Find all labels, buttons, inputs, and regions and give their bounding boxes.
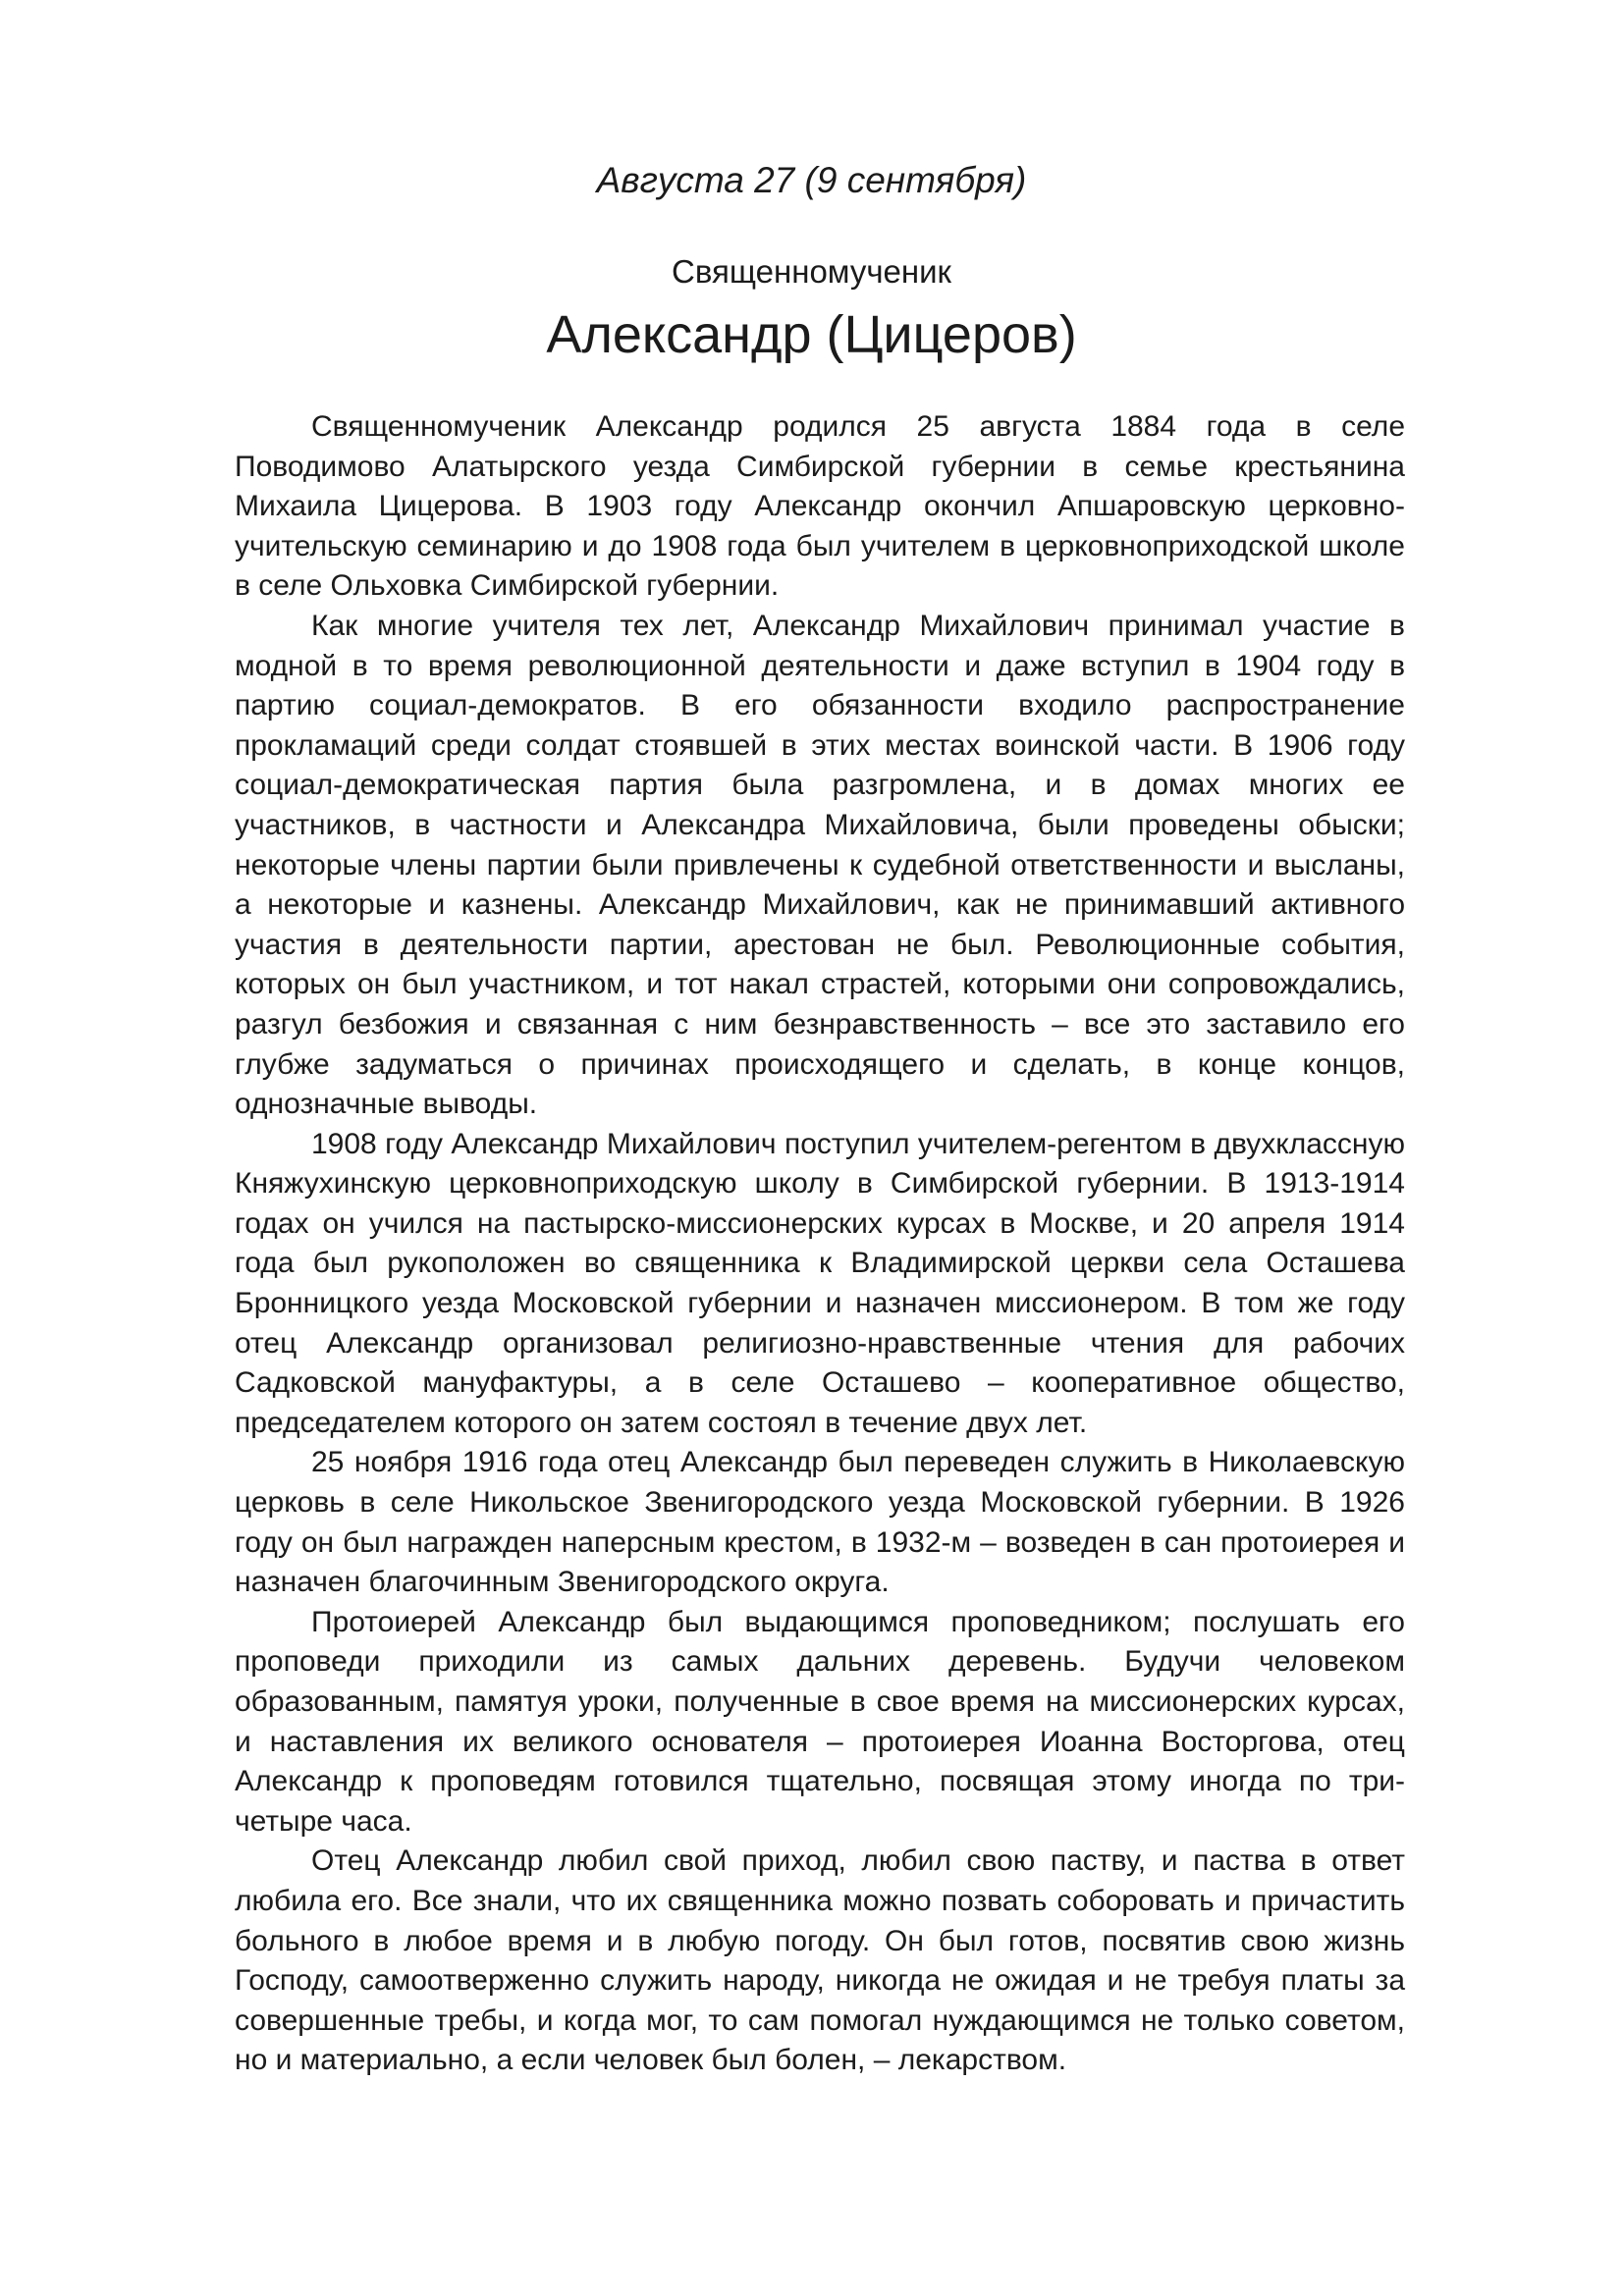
saint-rank-subtitle: Священномученик bbox=[672, 253, 951, 290]
article-body bbox=[235, 407, 1405, 2081]
paragraph-parish: Отец Александр любил свой приход, любил свою паству, и паства в ответ любила его. Все знали, что их священника можно позвать соборовать и причастить больного в любое время и в любую погоду. Он был готов, посвятив свою жизнь Господу, самоотверженно служить народу, никогда не ожидая и не требуя платы за совершенные требы, и когда мог, то сам помогал нуждающимся не только советом, но и материально, а если человек был болен, – лекарством. bbox=[235, 1844, 1405, 2077]
paragraph-preacher: Протоиерей Александр был выдающимся проповедником; послушать его проповеди приходили из самых дальних деревень. Будучи человеком образованным, памятуя уроки, полученные в свое время на миссионерских курсах, и наставления их великого основателя – протоиерея Иоанна Восторгова, отец Александр к проповедям готовился тщательно, посвящая этому иногда по три-четыре часа. bbox=[235, 1605, 1405, 1838]
paragraph-ordination: 1908 году Александр Михайлович поступил учителем-регентом в двухклассную Княжухинскую церковноприходскую школу в Симбирской губернии. В 1913-1914 годах он учился на пастырско-миссионерских курсах в Москве, и 20 апреля 1914 года был рукоположен во священника к Владимирской церкви села Осташева Бронницкого уезда Московской губернии и назначен миссионером. В том же году отец Александр организовал религиозно-нравственные чтения для рабочих Садковской мануфактуры, а в селе Осташево – кооперативное общество, председателем которого он затем состоял в течение двух лет. bbox=[235, 1127, 1405, 1439]
page-title: Александр (Цицеров) bbox=[546, 305, 1077, 364]
paragraph-revolution: Как многие учителя тех лет, Александр Михайлович принимал участие в модной в то время революционной деятельности и даже вступил в 1904 году в партию социал-демократов. В его обязанности входило распространение прокламаций среди солдат стоявшей в этих местах воинской части. В 1906 году социал-демократическая партия была разгромлена, и в домах многих ее участников, в частности и Александра Михайловича, были проведены обыски; некоторые члены партии были привлечены к судебной ответственности и высланы, а некоторые и казнены. Александр Михайлович, как не принимавший активного участия в деятельности партии, арестован не был. Революционные события, которых он был участником, и тот накал страстей, которыми они сопровождались, разгул безбожия и связанная с ним безнравственность – все это заставило его глубже задуматься о причинах происходящего и сделать, в конце концов, однозначные выводы. bbox=[235, 609, 1405, 1121]
date-heading: Августа 27 (9 сентября) bbox=[596, 160, 1027, 200]
paragraph-nikolskoe: 25 ноября 1916 года отец Александр был переведен служить в Николаевскую церковь в селе Никольское Звенигородского уезда Московской губернии. В 1926 году он был награжден наперсным крестом, в 1932-м – возведен в сан протоиерея и назначен благочинным Звенигородского округа. bbox=[235, 1446, 1405, 1599]
paragraph-birth: Священномученик Александр родился 25 августа 1884 года в селе Поводимово Алатырского уезда Симбирской губернии в семье крестьянина Михаила Цицерова. В 1903 году Александр окончил Апшаровскую церковно-учительскую семинарию и до 1908 года был учителем в церковноприходской школе в селе Ольховка Симбирской губернии. bbox=[235, 410, 1405, 603]
